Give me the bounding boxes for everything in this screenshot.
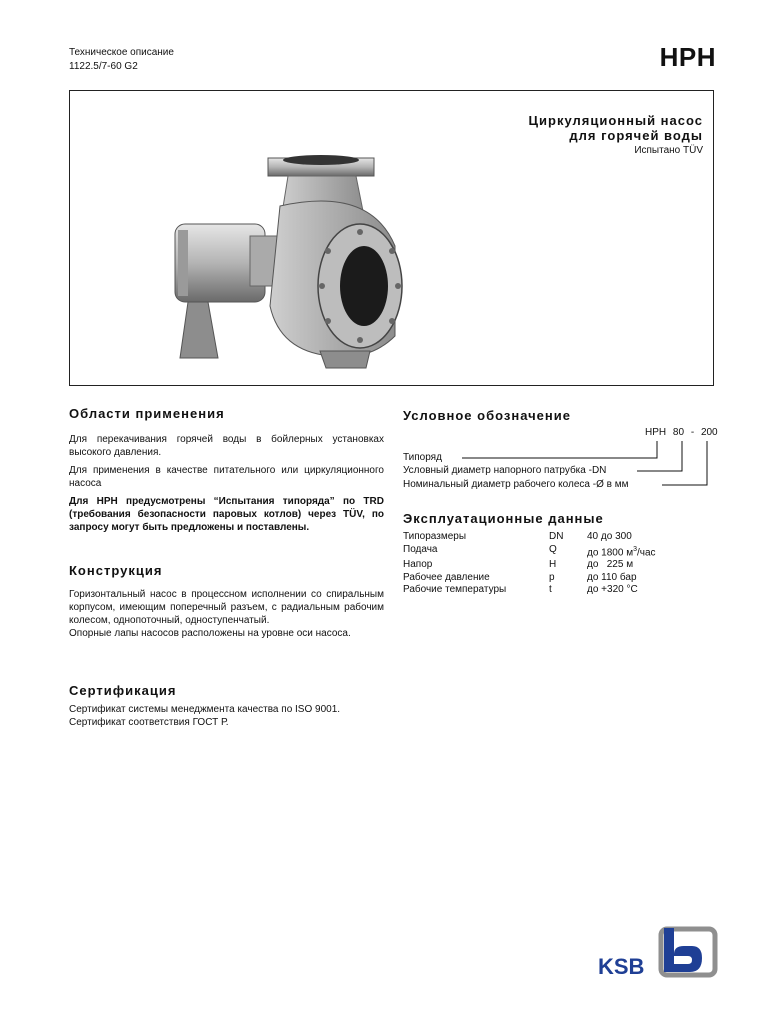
ksb-logo-text: KSB — [598, 954, 645, 978]
table-row — [403, 559, 656, 572]
op-name: Типоразмеры — [403, 531, 467, 542]
op-name: Рабочее давление — [403, 571, 490, 583]
op-symbol: p — [549, 571, 555, 583]
operating-title: Эксплуатационные данные — [403, 511, 604, 526]
applications-p2: Для применения в качестве питательного или циркуляционного насоса — [69, 465, 384, 489]
hero-title-line1: Циркуляционный насос — [528, 113, 703, 128]
op-symbol: t — [549, 584, 552, 596]
doc-number: 1122.5/7-60 G2 — [69, 61, 138, 72]
ksb-logo-mark-b — [664, 928, 702, 972]
code-sep: - — [690, 427, 695, 438]
label-impeller: Номинальный диаметр рабочего колеса -Ø в мм — [403, 479, 629, 490]
ksb-logo — [598, 926, 718, 978]
design-p2: Опорные лапы насосов расположены на уровне оси насоса. — [69, 628, 351, 639]
designation-title: Условное обозначение — [403, 408, 571, 423]
code-dn: 80 — [672, 427, 685, 438]
product-code: HPH — [659, 42, 716, 72]
op-value-unit: /час — [636, 546, 656, 558]
certification-line1: Сертификат системы менеджмента качества по ISO 9001. — [69, 704, 341, 715]
op-symbol: DN — [549, 531, 564, 542]
table-row — [403, 544, 656, 560]
op-value: до +320 °C — [587, 584, 638, 596]
applications-p1: Для перекачивания горячей воды в бойлерных установках высокого давления. — [69, 434, 384, 458]
op-value: до 110 бар — [587, 571, 637, 583]
hero-subtitle: Испытано TÜV — [634, 145, 703, 156]
design-title: Конструкция — [69, 563, 163, 578]
code-series: HPH — [645, 427, 667, 438]
op-name: Рабочие температуры — [403, 584, 507, 596]
op-value: до 225 м — [587, 559, 634, 571]
op-symbol: Q — [549, 543, 557, 555]
operating-table — [403, 531, 656, 597]
table-row — [403, 584, 656, 597]
doc-type: Техническое описание — [69, 47, 174, 58]
certification-line2: Сертификат соответствия ГОСТ Р. — [69, 717, 229, 728]
op-value-main: до 1800 м — [587, 546, 634, 558]
hero-title-line2: для горячей воды — [569, 128, 703, 143]
op-value-sup: 3 — [633, 545, 637, 553]
certification-title: Сертификация — [69, 683, 177, 698]
applications-title: Области применения — [69, 406, 225, 421]
design-p1: Горизонтальный насос в процессном исполнении со спиральным корпусом, имеющим поперечный разъем, с радиальным рабочим колесом, однопоточный, одноступенчатый. — [69, 589, 384, 626]
table-row — [403, 531, 656, 544]
op-value — [587, 544, 656, 560]
label-series: Типоряд — [403, 452, 442, 463]
op-name: Напор — [403, 559, 433, 571]
op-name: Подача — [403, 543, 438, 555]
code-impeller: 200 — [700, 427, 718, 438]
applications-p3: Для HPH предусмотрены “Испытания типоряда” по TRD (требования безопасности паровых котлов) через TÜV, по запросу могут быть предложены и поставлены. — [69, 496, 384, 533]
table-row — [403, 572, 656, 585]
label-dn: Условный диаметр напорного патрубка -DN — [403, 465, 607, 476]
op-value: 40 до 300 — [587, 531, 632, 542]
op-symbol: H — [549, 559, 557, 571]
